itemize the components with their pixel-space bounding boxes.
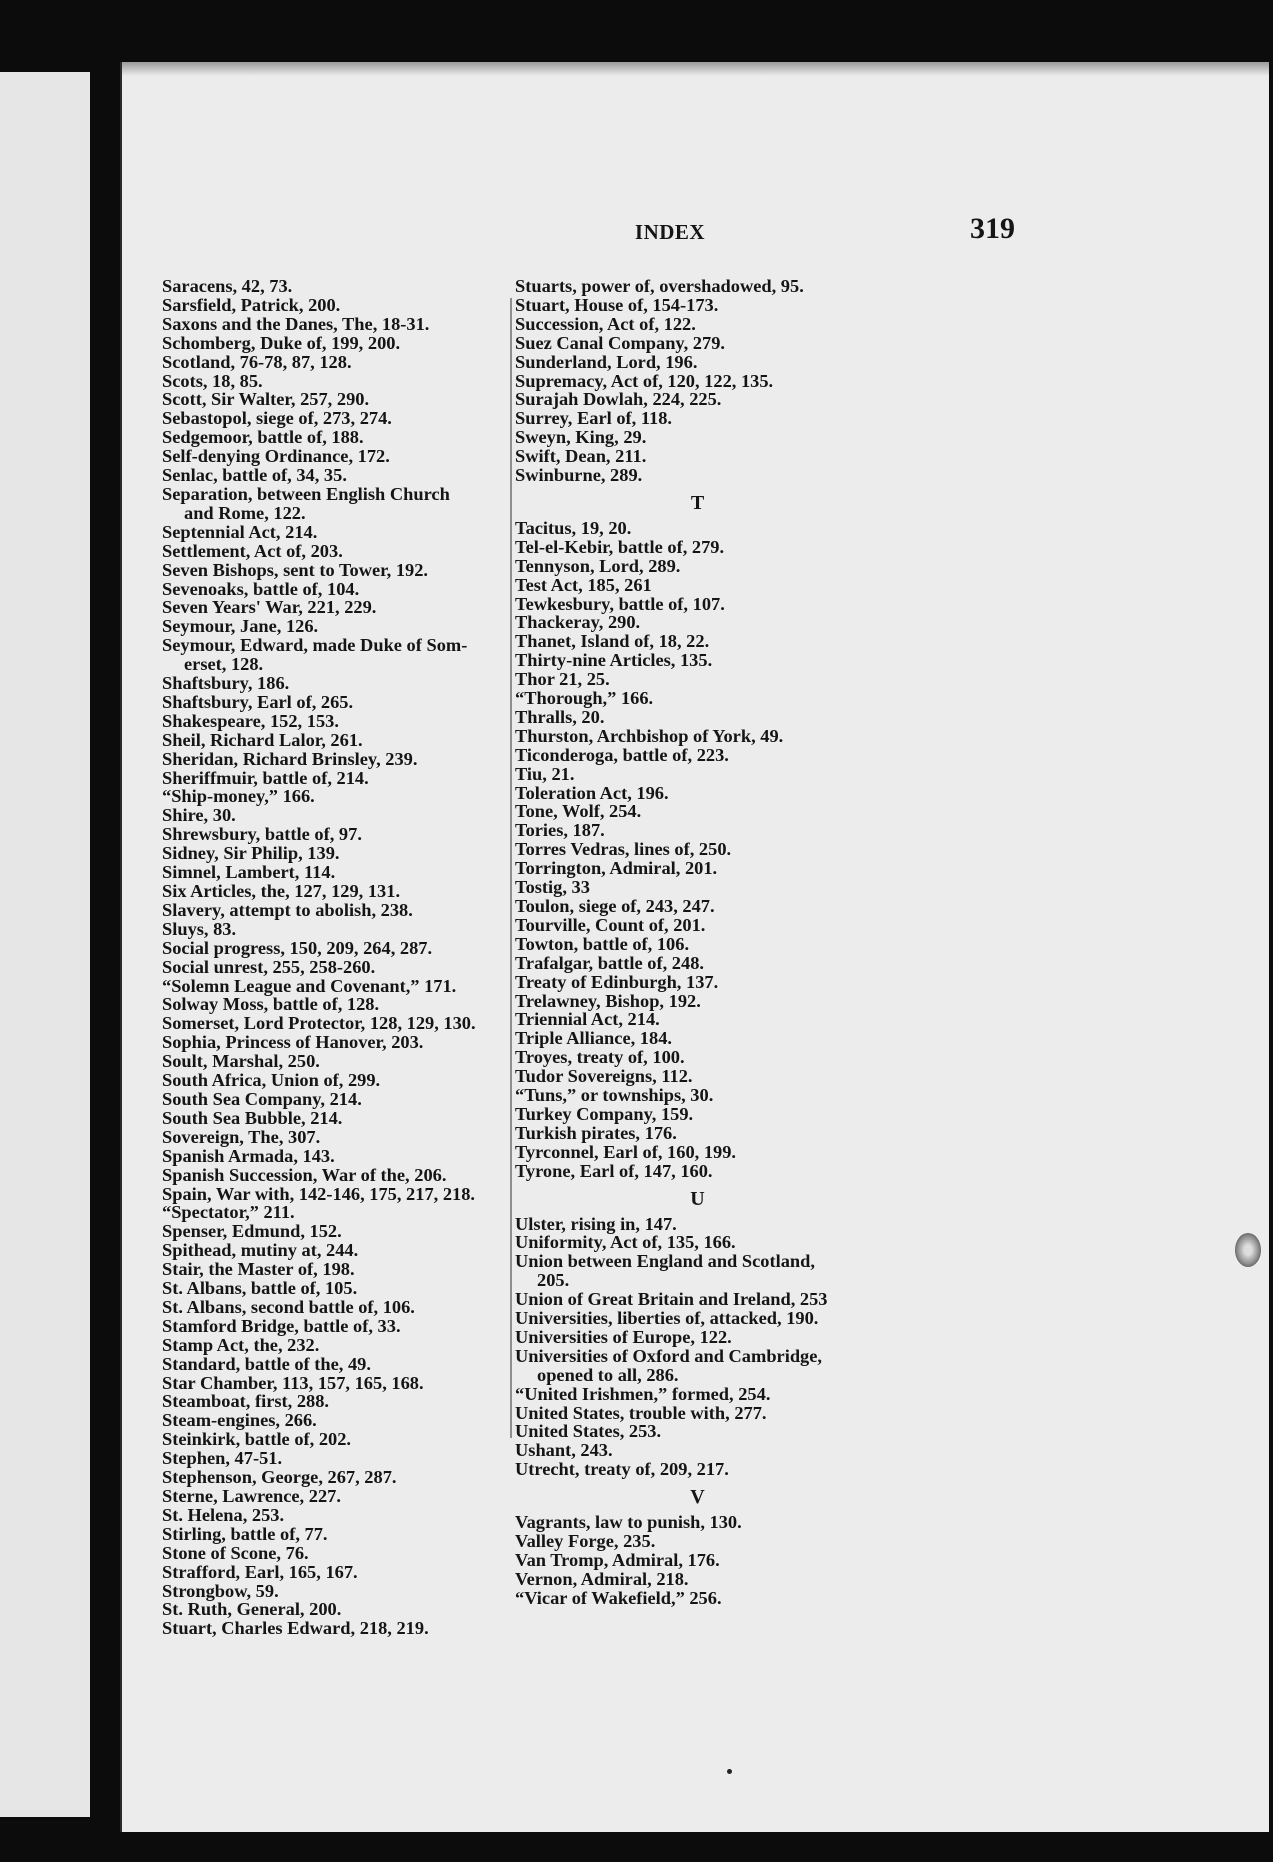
index-entry: Swift, Dean, 211. <box>515 446 647 467</box>
scan-artifact <box>1235 1233 1261 1267</box>
index-entry: Utrecht, treaty of, 209, 217. <box>515 1459 729 1480</box>
index-entry: St. Helena, 253. <box>162 1504 285 1525</box>
index-entry: Thralls, 20. <box>515 706 605 727</box>
page-top-shadow <box>122 62 1269 76</box>
index-entry: Toulon, siege of, 243, 247. <box>515 896 715 916</box>
index-entry: Solway Moss, battle of, 128. <box>162 994 380 1015</box>
index-entry: Soult, Marshal, 250. <box>162 1051 320 1072</box>
column-divider <box>510 298 512 1438</box>
index-entry: Union of Great Britain and Ireland, 253 <box>515 1289 828 1310</box>
index-entry: St. Albans, battle of, 105. <box>162 1278 358 1299</box>
index-entry-continuation: 205. <box>537 1270 570 1291</box>
index-entry: Torres Vedras, lines of, 250. <box>515 839 732 860</box>
index-entry: Seven Bishops, sent to Tower, 192. <box>162 559 429 580</box>
index-entry: Suez Canal Company, 279. <box>515 332 725 353</box>
index-entry: Towton, battle of, 106. <box>515 933 690 954</box>
index-entry: South Sea Bubble, 214. <box>162 1107 343 1128</box>
index-entry: “Vicar of Wakefield,” 256. <box>515 1587 722 1608</box>
page-number: 319 <box>970 212 1015 245</box>
index-entry: Surrey, Earl of, 118. <box>515 408 673 429</box>
index-entry: Standard, battle of the, 49. <box>162 1353 371 1374</box>
index-entry: Tiu, 21. <box>515 763 575 784</box>
index-entry: Seymour, Jane, 126. <box>162 616 319 637</box>
index-entry: Swinburne, 289. <box>515 465 643 486</box>
index-entry: Sedgemoor, battle of, 188. <box>162 427 364 448</box>
index-entry: Shaftsbury, Earl of, 265. <box>162 691 354 712</box>
index-entry-continuation: erset, 128. <box>184 654 264 675</box>
index-column-left <box>162 277 534 1638</box>
index-entry: St. Ruth, General, 200. <box>162 1599 342 1620</box>
index-entry: Ushant, 243. <box>515 1440 613 1461</box>
index-entry: Tyrconnel, Earl of, 160, 199. <box>515 1141 737 1162</box>
index-entry: Sophia, Princess of Hanover, 203. <box>162 1032 424 1053</box>
index-entry: Somerset, Lord Protector, 128, 129, 130. <box>162 1013 476 1034</box>
index-entry: Stamford Bridge, battle of, 33. <box>162 1315 401 1336</box>
index-entry: Trafalgar, battle of, 248. <box>515 952 704 973</box>
index-entry: Spanish Succession, War of the, 206. <box>162 1164 447 1185</box>
index-entry: Ticonderoga, battle of, 223. <box>515 744 729 765</box>
index-entry: Tel-el-Kebir, battle of, 279. <box>515 536 725 557</box>
index-entry: Steamboat, first, 288. <box>162 1391 330 1412</box>
index-entry: Shaftsbury, 186. <box>162 673 290 694</box>
index-entry: Settlement, Act of, 203. <box>162 540 343 561</box>
index-entry: Sebastopol, siege of, 273, 274. <box>162 408 392 429</box>
index-entry: Stamp Act, the, 232. <box>162 1334 320 1355</box>
index-entry: Steam-engines, 266. <box>162 1410 317 1431</box>
index-entry: Scott, Sir Walter, 257, 290. <box>162 389 370 410</box>
section-letter-v: V <box>690 1486 705 1509</box>
index-entry: Thackeray, 290. <box>515 612 641 633</box>
index-entry: Steinkirk, battle of, 202. <box>162 1429 352 1450</box>
index-entry: Spanish Armada, 143. <box>162 1145 335 1166</box>
index-entry: Spenser, Edmund, 152. <box>162 1221 342 1242</box>
index-entry: Stone of Scone, 76. <box>162 1542 309 1563</box>
index-entry: Succession, Act of, 122. <box>515 313 696 334</box>
index-entry: Saracens, 42, 73. <box>162 276 293 296</box>
index-entry-continuation: opened to all, 286. <box>537 1364 679 1385</box>
index-entry: Spain, War with, 142-146, 175, 217, 218. <box>162 1183 476 1204</box>
index-entry: Tudor Sovereigns, 112. <box>515 1066 693 1087</box>
index-entry: Treaty of Edinburgh, 137. <box>515 971 719 992</box>
index-entry: Star Chamber, 113, 157, 165, 168. <box>162 1372 424 1393</box>
index-entry: Test Act, 185, 261 <box>515 574 652 595</box>
index-entry: South Sea Company, 214. <box>162 1088 362 1109</box>
index-entry: Toleration Act, 196. <box>515 782 669 803</box>
index-entry: Stephenson, George, 267, 287. <box>162 1467 397 1488</box>
index-entry: Torrington, Admiral, 201. <box>515 858 718 879</box>
index-entry: Stuart, Charles Edward, 218, 219. <box>162 1618 429 1639</box>
index-entry: Thanet, Island of, 18, 22. <box>515 631 710 652</box>
index-entry: Thor 21, 25. <box>515 669 610 690</box>
index-entry: Sheil, Richard Lalor, 261. <box>162 729 363 750</box>
index-entry: Sovereign, The, 307. <box>162 1126 321 1147</box>
index-entry: Septennial Act, 214. <box>162 521 318 542</box>
index-entry: Triple Alliance, 184. <box>515 1028 672 1049</box>
index-entry: “Thorough,” 166. <box>515 688 654 709</box>
index-entry: Trelawney, Bishop, 192. <box>515 990 701 1011</box>
index-entry: Sweyn, King, 29. <box>515 427 647 448</box>
book-page <box>120 62 1269 1832</box>
index-entry: “United Irishmen,” formed, 254. <box>515 1383 771 1404</box>
index-entry: Van Tromp, Admiral, 176. <box>515 1549 720 1570</box>
index-entry: Stair, the Master of, 198. <box>162 1259 355 1280</box>
index-entry: Seymour, Edward, made Duke of Som- <box>162 635 468 656</box>
index-entry: Shrewsbury, battle of, 97. <box>162 824 362 845</box>
index-entry: Sheridan, Richard Brinsley, 239. <box>162 748 418 769</box>
index-entry-continuation: and Rome, 122. <box>184 502 306 523</box>
index-entry: Vernon, Admiral, 218. <box>515 1568 689 1589</box>
section-letter-t: T <box>690 491 705 514</box>
index-entry: Sarsfield, Patrick, 200. <box>162 294 341 315</box>
index-entry: St. Albans, second battle of, 106. <box>162 1296 415 1317</box>
index-entry: Tyrone, Earl of, 147, 160. <box>515 1160 713 1181</box>
index-entry: Scotland, 76-78, 87, 128. <box>162 351 352 372</box>
index-entry: United States, trouble with, 277. <box>515 1402 767 1423</box>
index-entry: Strafford, Earl, 165, 167. <box>162 1561 358 1582</box>
index-entry: Ulster, rising in, 147. <box>515 1213 677 1234</box>
index-entry: Tone, Wolf, 254. <box>515 801 642 822</box>
index-entry: Triennial Act, 214. <box>515 1009 660 1030</box>
index-entry: Vagrants, law to punish, 130. <box>515 1512 742 1533</box>
index-entry: Stirling, battle of, 77. <box>162 1523 328 1544</box>
index-entry: South Africa, Union of, 299. <box>162 1070 381 1091</box>
index-entry: Six Articles, the, 127, 129, 131. <box>162 881 401 901</box>
index-entry: Social unrest, 255, 258-260. <box>162 956 376 977</box>
index-entry: Tostig, 33 <box>515 877 590 898</box>
index-entry: Social progress, 150, 209, 264, 287. <box>162 937 433 958</box>
index-entry: “Tuns,” or townships, 30. <box>515 1085 714 1106</box>
index-entry: Senlac, battle of, 34, 35. <box>162 465 347 486</box>
index-entry: “Spectator,” 211. <box>162 1202 295 1223</box>
index-entry: Tories, 187. <box>515 820 605 841</box>
index-entry: Shire, 30. <box>162 805 236 826</box>
index-entry: “Solemn League and Covenant,” 171. <box>162 975 457 996</box>
index-entry: Strongbow, 59. <box>162 1580 279 1601</box>
page-header-title: INDEX <box>634 220 706 244</box>
index-entry: Sidney, Sir Philip, 139. <box>162 843 340 864</box>
index-entry: Sunderland, Lord, 196. <box>515 351 698 372</box>
index-column-right <box>515 277 880 1608</box>
index-entry: “Ship-money,” 166. <box>162 786 315 807</box>
index-entry: Stuarts, power of, overshadowed, 95. <box>515 276 804 296</box>
index-entry: Tewkesbury, battle of, 107. <box>515 593 725 614</box>
adjacent-page-edge <box>0 72 90 1817</box>
index-entry: Sterne, Lawrence, 227. <box>162 1486 341 1506</box>
index-entry: Slavery, attempt to abolish, 238. <box>162 899 413 920</box>
index-entry: Schomberg, Duke of, 199, 200. <box>162 332 401 353</box>
section-letter-u: U <box>690 1187 705 1210</box>
index-entry: Tourville, Count of, 201. <box>515 914 706 935</box>
index-entry: Seven Years' War, 221, 229. <box>162 597 377 618</box>
index-entry: Turkish pirates, 176. <box>515 1122 677 1143</box>
index-entry: Sheriffmuir, battle of, 214. <box>162 767 369 788</box>
index-entry: Stuart, House of, 154-173. <box>515 294 719 315</box>
index-entry: Troyes, treaty of, 100. <box>515 1047 685 1068</box>
index-entry: Valley Forge, 235. <box>515 1531 656 1551</box>
index-entry: Thurston, Archbishop of York, 49. <box>515 725 784 746</box>
index-entry: Shakespeare, 152, 153. <box>162 710 339 731</box>
index-entry: Separation, between English Church <box>162 483 450 504</box>
index-entry: Sluys, 83. <box>162 918 237 939</box>
index-entry: United States, 253. <box>515 1421 662 1442</box>
index-entry: Union between England and Scotland, <box>515 1251 815 1272</box>
index-entry: Tennyson, Lord, 289. <box>515 555 681 576</box>
index-entry: Self-denying Ordinance, 172. <box>162 446 390 467</box>
index-entry: Tacitus, 19, 20. <box>515 517 632 538</box>
index-entry: Supremacy, Act of, 120, 122, 135. <box>515 370 774 391</box>
index-entry: Universities of Europe, 122. <box>515 1326 732 1347</box>
index-entry: Sevenoaks, battle of, 104. <box>162 578 360 599</box>
index-entry: Uniformity, Act of, 135, 166. <box>515 1232 736 1253</box>
index-entry: Thirty-nine Articles, 135. <box>515 650 713 671</box>
ink-dot <box>727 1769 732 1774</box>
index-entry: Surajah Dowlah, 224, 225. <box>515 389 722 410</box>
index-entry: Saxons and the Danes, The, 18-31. <box>162 313 430 334</box>
index-entry: Turkey Company, 159. <box>515 1103 694 1124</box>
index-entry: Scots, 18, 85. <box>162 370 263 391</box>
index-entry: Universities, liberties of, attacked, 190. <box>515 1308 819 1329</box>
index-entry: Universities of Oxford and Cambridge, <box>515 1345 823 1366</box>
index-entry: Stephen, 47-51. <box>162 1448 283 1469</box>
index-entry: Simnel, Lambert, 114. <box>162 862 336 883</box>
index-entry: Spithead, mutiny at, 244. <box>162 1240 359 1261</box>
